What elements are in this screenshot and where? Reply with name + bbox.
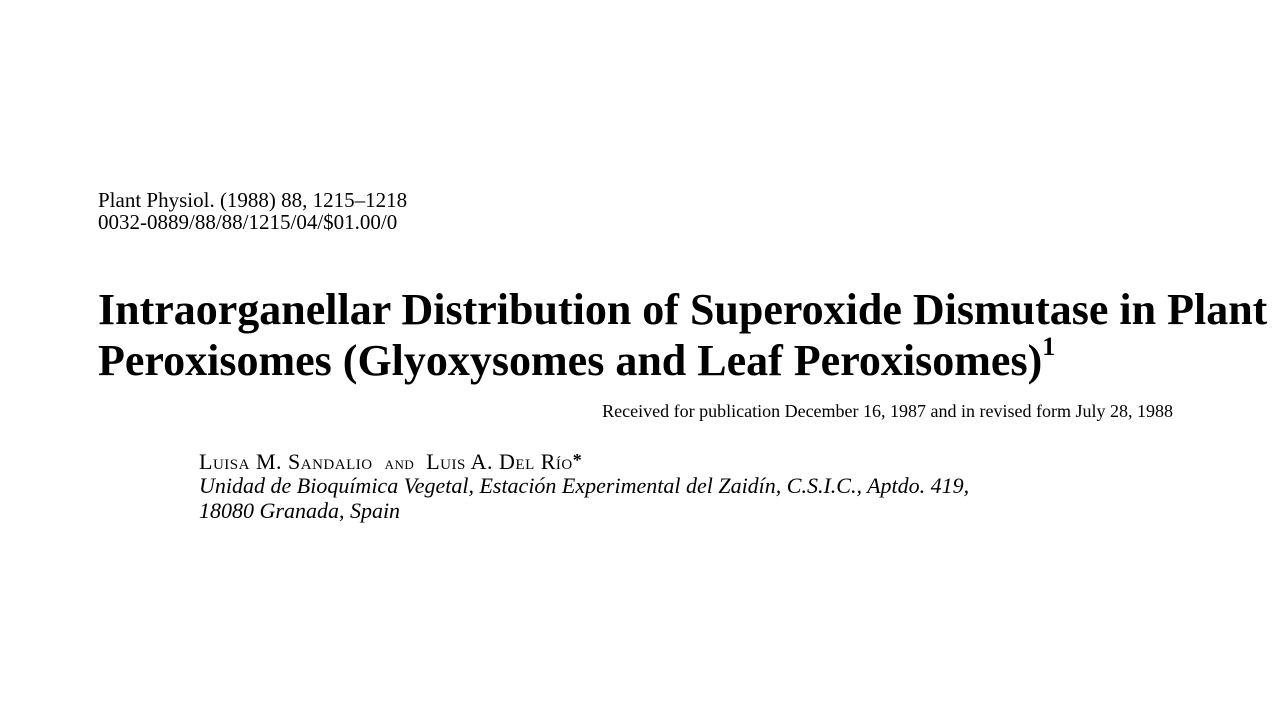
received-date: Received for publication December 16, 1987 and in revised form July 28, 1988 (602, 401, 1173, 421)
author-name: Luis A. Del Río (426, 449, 573, 474)
citation-block (98, 189, 407, 233)
corresponding-author-mark: * (572, 450, 583, 470)
journal-citation: Plant Physiol. (1988) 88, 1215–1218 (98, 188, 408, 212)
affiliation-line-2: 18080 Granada, Spain (199, 498, 401, 523)
title-footnote-mark: 1 (1042, 332, 1056, 361)
author-conjunction: and (384, 453, 415, 473)
title-line-2-text: Peroxisomes (Glyoxysomes and Leaf Peroxisomes) (98, 336, 1043, 385)
author-name: Luisa M. Sandalio (199, 449, 373, 474)
author-list (199, 447, 582, 476)
affiliation (199, 473, 969, 523)
title-line-1: Intraorganellar Distribution of Superoxide Dismutase in Plant (98, 285, 1268, 334)
affiliation-line-1: Unidad de Bioquímica Vegetal, Estación Experimental del Zaidín, C.S.I.C., Aptdo. 419, (199, 473, 970, 498)
article-code: 0032-0889/88/88/1215/04/$01.00/0 (98, 210, 398, 234)
title-line-2 (98, 332, 1218, 386)
article-title (98, 284, 1268, 386)
